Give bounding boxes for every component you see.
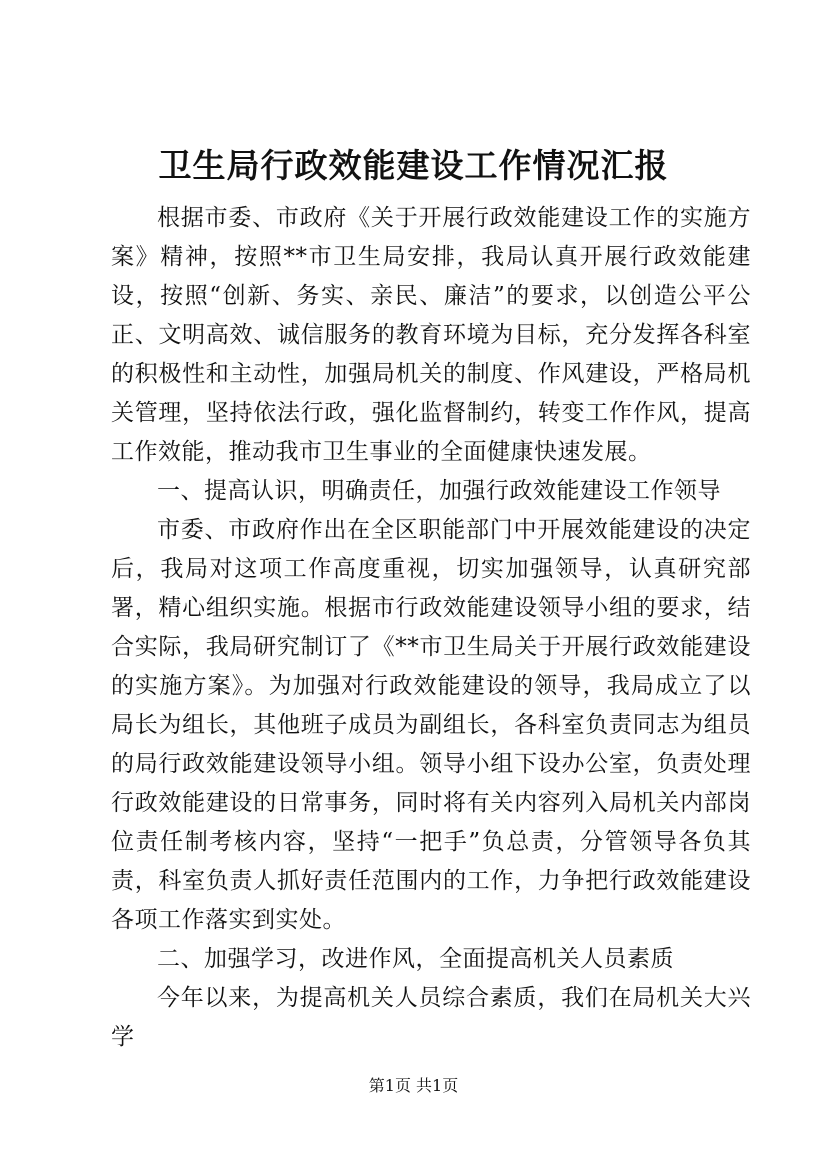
document-title: 卫生局行政效能建设工作情况汇报 — [158, 146, 669, 185]
paragraph-section-1: 市委、市政府作出在全区职能部门中开展效能建设的决定后，我局对这项工作高度重视，切实加强领导，认真研究部署，精心组织实施。根据市行政效能建设领导小组的要求，结合实际，我局研究制订了《**市卫生局关于开展行政效能建设的实施方案》。为加强对行政效能建设的领导，我局成立了以局长为组长，其他班子成员为副组长，各科室负责同志为组员的局行政效能建设领导小组。领导小组下设办公室，负责处理行政效能建设的日常事务，同时将有关内容列入局机关内部岗位责任制考核内容，坚持“一把手”负总责，分管领导各负其责，科室负责人抓好责任范围内的工作，力争把行政效能建设各项工作落实到实处。 — [111, 517, 751, 933]
paragraph-section-2: 今年以来，为提高机关人员综合素质，我们在局机关大兴学 — [111, 985, 751, 1050]
section-heading-1: 一、提高认识，明确责任，加强行政效能建设工作领导 — [157, 478, 721, 504]
document-body — [111, 199, 751, 1057]
section-heading-2: 二、加强学习，改进作风，全面提高机关人员素质 — [157, 946, 674, 972]
page-number-footer: 第1页 共1页 — [368, 1076, 459, 1095]
paragraph-intro: 根据市委、市政府《关于开展行政效能建设工作的实施方案》精神，按照**市卫生局安排，我局认真开展行政效能建设，按照“创新、务实、亲民、廉洁”的要求，以创造公平公正、文明高效、诚信服务的教育环境为目标，充分发挥各科室的积极性和主动性，加强局机关的制度、作风建设，严格局机关管理，坚持依法行政，强化监督制约，转变工作作风，提高工作效能，推动我市卫生事业的全面健康快速发展。 — [111, 205, 751, 465]
